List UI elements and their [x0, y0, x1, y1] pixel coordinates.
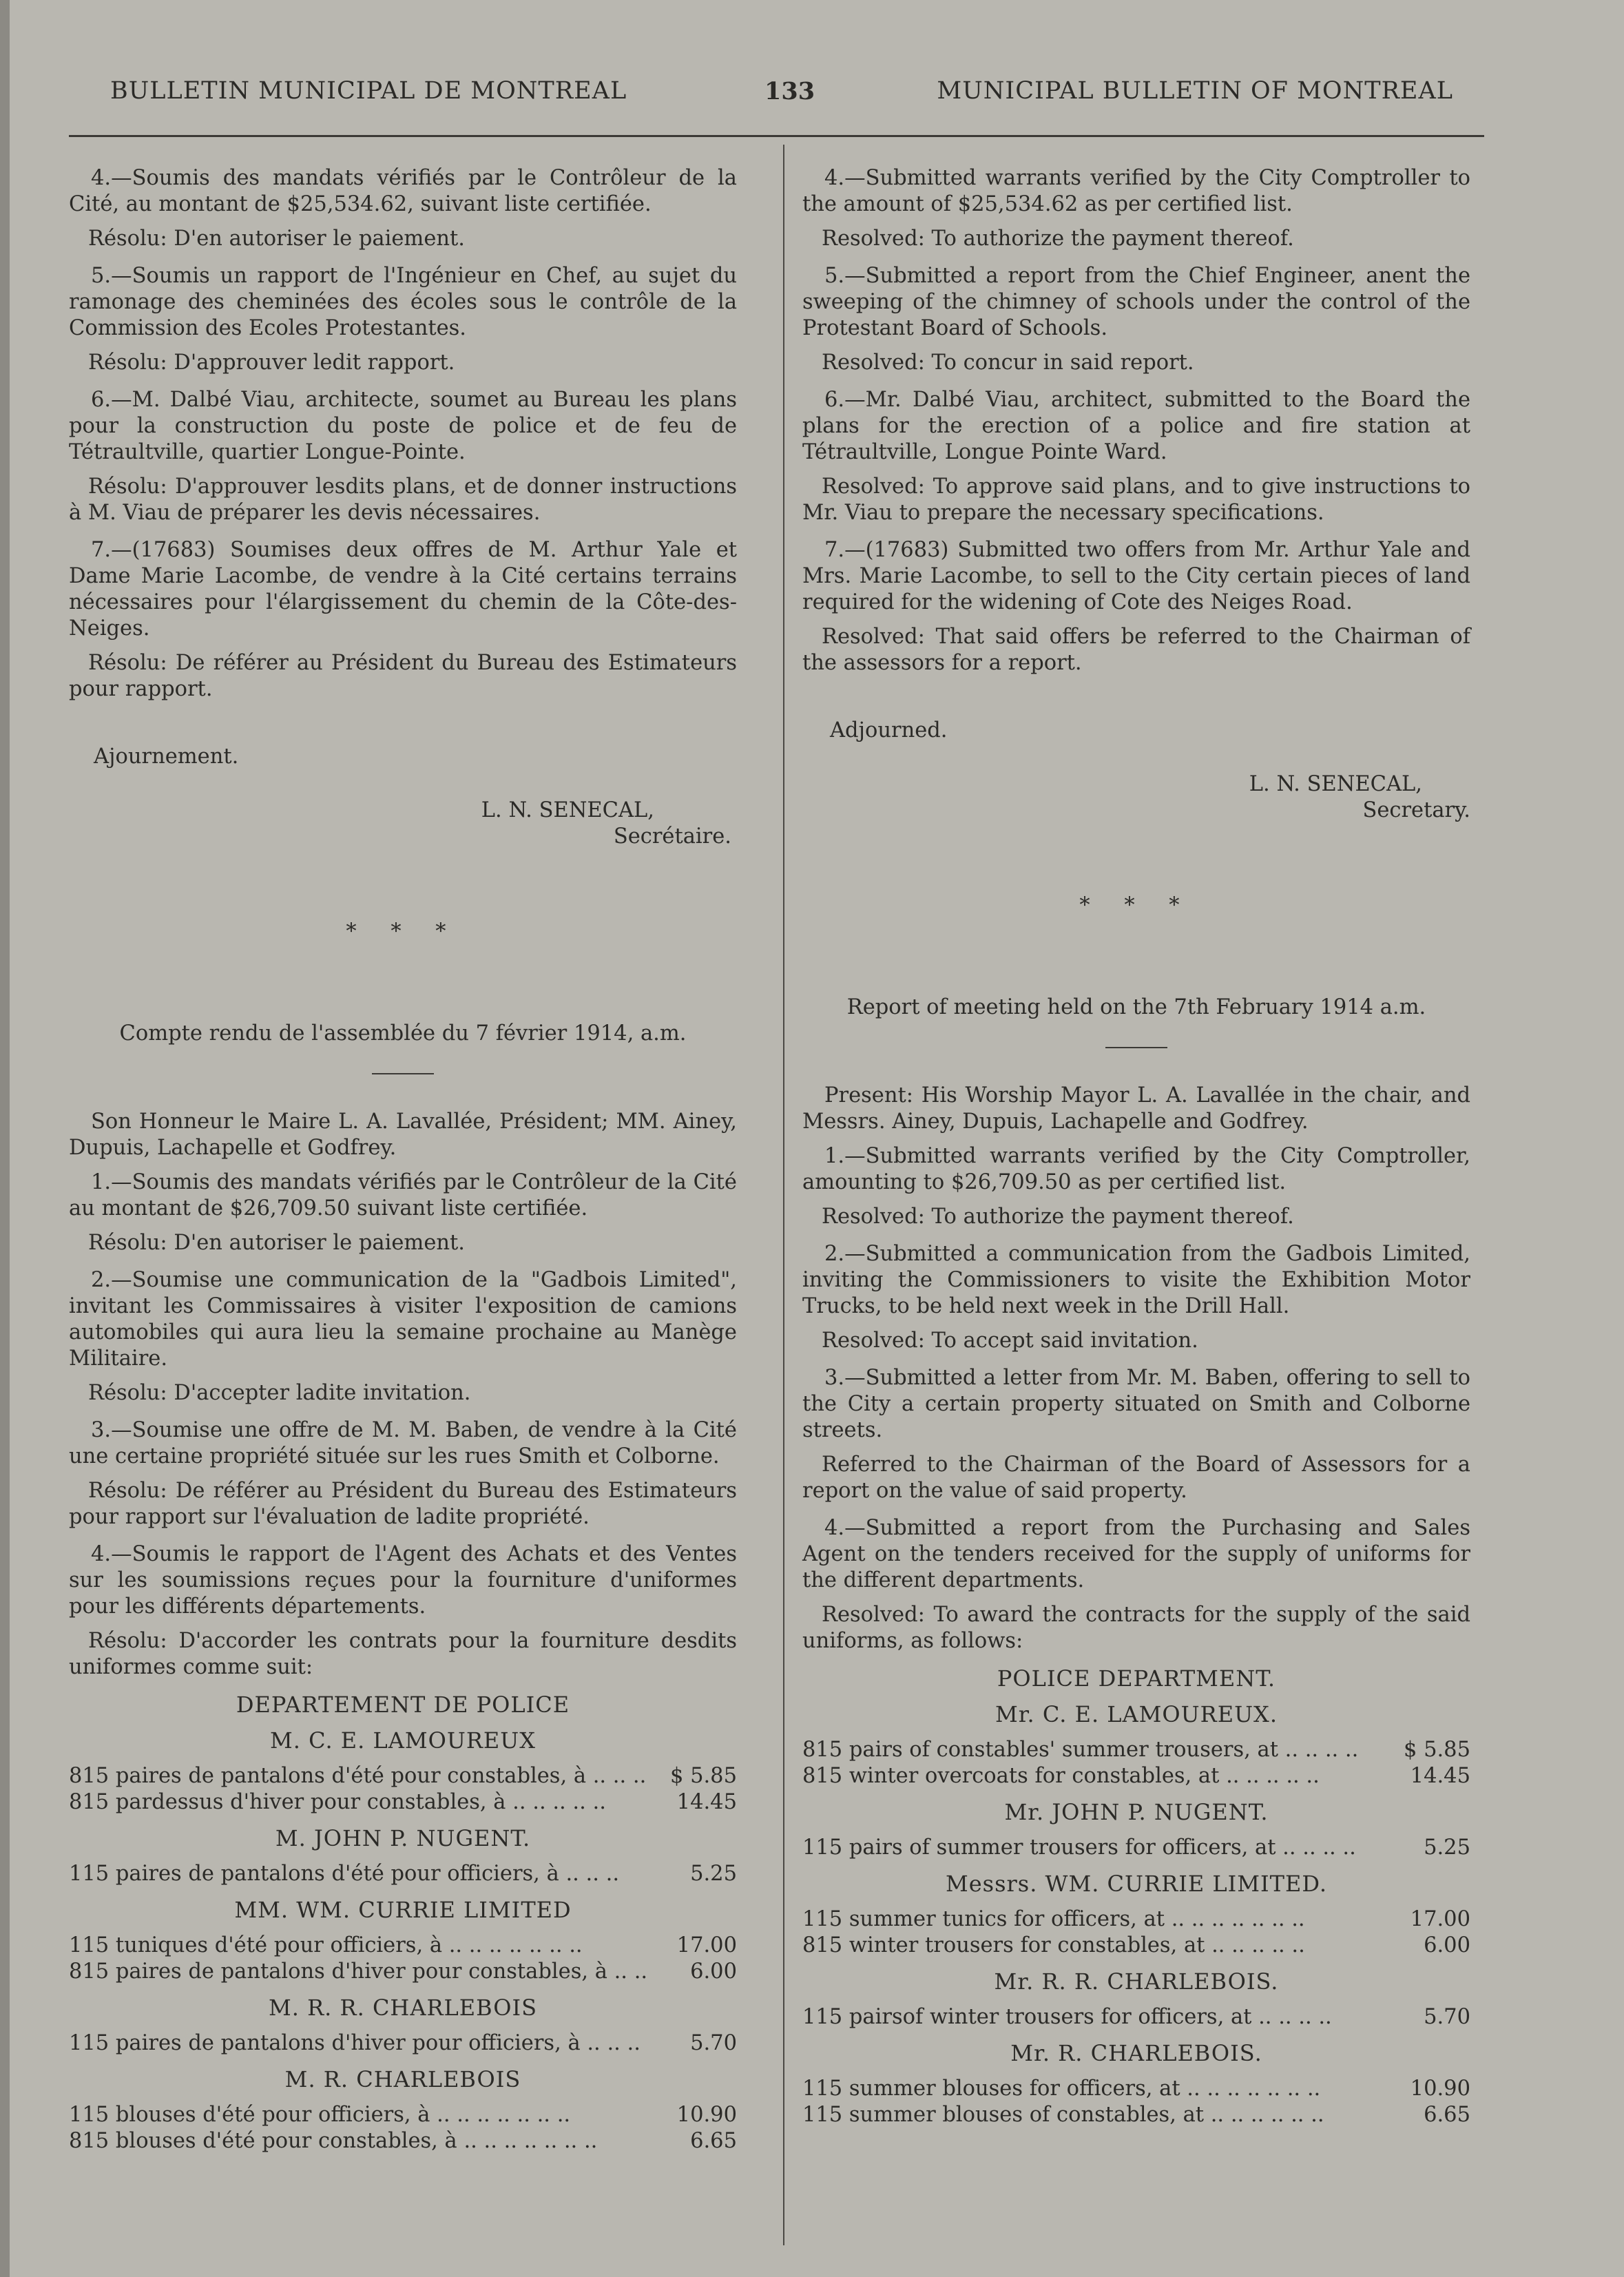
signature-title: Secrétaire. [613, 824, 731, 849]
english-column [802, 165, 1470, 2128]
item-price: 6.00 [690, 1959, 737, 1984]
header-french-title: BULLETIN MUNICIPAL DE MONTREAL [110, 77, 627, 105]
signature-name: L. N. SENECAL, [481, 798, 654, 822]
meeting-item-1-resolution: Résolu: D'en autoriser le paiement. [88, 1231, 465, 1255]
item-4-resolution: Résolu: D'en autoriser le paiement. [88, 227, 465, 251]
item-label: 815 pairs of constables' summer trousers, at .. .. .. .. [802, 1738, 1359, 1762]
contractor-r-charlebois: Mr. R. CHARLEBOIS. [1010, 2040, 1262, 2066]
item-label: 815 pardessus d'hiver pour constables, à .. .. .. .. .. [69, 1790, 606, 1814]
list-item [802, 1835, 1470, 1861]
contractor-currie: MM. WM. CURRIE LIMITED [234, 1897, 572, 1923]
item-5: 5.—Soumis un rapport de l'Ingénieur en Chef, au sujet du ramonage des cheminées des écoles sous le contrôle de la Commission des Ecoles Protestantes. [69, 264, 737, 340]
header-rule [69, 135, 1484, 137]
meeting-item-2: 2.—Soumise une communication de la "Gadbois Limited", invitant les Commissaires à visiter l'exposition de camions automobiles qui aura lieu la semaine prochaine au Manège Militaire. [69, 1268, 737, 1371]
item-label: 115 pairs of summer trousers for officers, at .. .. .. .. [802, 1836, 1356, 1860]
item-label: 815 blouses d'été pour constables, à .. .. .. .. .. .. .. [69, 2129, 598, 2153]
list-item [69, 1933, 737, 1959]
list-item [802, 2102, 1470, 2128]
item-price: 17.00 [1410, 1907, 1470, 1931]
item-label: 115 tuniques d'été pour officiers, à .. .. .. .. .. .. .. [69, 1933, 583, 1957]
section-separator-stars: * * * [346, 919, 460, 944]
french-column [69, 165, 737, 2154]
signature-name: L. N. SENECAL, [1249, 772, 1422, 796]
list-item [802, 1906, 1470, 1933]
meeting-item-3: 3.—Soumise une offre de M. M. Baben, de vendre à la Cité une certaine propriété située sur les rues Smith et Colborne. [69, 1418, 737, 1468]
item-label: 815 paires de pantalons d'hiver pour constables, à .. .. [69, 1959, 648, 1984]
contractor-nugent: M. JOHN P. NUGENT. [275, 1825, 531, 1851]
meeting-item-1-resolution: Resolved: To authorize the payment thereof. [822, 1205, 1294, 1229]
item-6-resolution: Resolved: To approve said plans, and to give instructions to Mr. Viau to prepare the necessary specifications. [802, 475, 1470, 525]
item-label: 815 paires de pantalons d'été pour constables, à .. .. .. [69, 1764, 647, 1788]
contractor-rr-charlebois: Mr. R. R. CHARLEBOIS. [994, 1968, 1279, 1995]
item-price: 10.90 [1410, 2077, 1470, 2101]
contractor-nugent: Mr. JOHN P. NUGENT. [1004, 1799, 1269, 1825]
adjournment: Adjourned. [830, 718, 948, 742]
page-header [110, 77, 1453, 118]
item-7: 7.—(17683) Submitted two offers from Mr. Arthur Yale and Mrs. Marie Lacombe, to sell to the City certain pieces of land required for the widening of Cote des Neiges Road. [802, 538, 1470, 614]
meeting-item-2-resolution: Resolved: To accept said invitation. [822, 1329, 1198, 1353]
item-price: 6.00 [1424, 1933, 1470, 1957]
item-price: $ 5.85 [669, 1764, 737, 1788]
list-item [69, 1861, 737, 1887]
contractor-rr-charlebois: M. R. R. CHARLEBOIS [268, 1995, 538, 2021]
list-item [69, 1959, 737, 1985]
section-separator-stars: * * * [1079, 893, 1194, 917]
list-item [802, 1933, 1470, 1959]
item-4: 4.—Soumis des mandats vérifiés par le Contrôleur de la Cité, au montant de $25,534.62, suivant liste certifiée. [69, 166, 737, 216]
meeting-title: Report of meeting held on the 7th February 1914 a.m. [846, 995, 1426, 1019]
short-rule [1105, 1047, 1167, 1048]
meeting-item-3: 3.—Submitted a letter from Mr. M. Baben, offering to sell to the City a certain property situated on Smith and Colborne streets. [802, 1366, 1470, 1442]
column-divider [783, 145, 784, 2245]
meeting-item-1: 1.—Soumis des mandats vérifiés par le Contrôleur de la Cité au montant de $26,709.50 suivant liste certifiée. [69, 1170, 737, 1220]
item-4-resolution: Resolved: To authorize the payment thereof. [822, 227, 1294, 251]
meeting-item-4-resolution: Resolved: To award the contracts for the supply of the said uniforms, as follows: [802, 1603, 1470, 1653]
contractor-currie: Messrs. WM. CURRIE LIMITED. [945, 1871, 1328, 1897]
list-item [802, 1763, 1470, 1789]
item-price: 5.70 [690, 2031, 737, 2055]
meeting-item-2: 2.—Submitted a communication from the Gadbois Limited, inviting the Commissioners to visite the Exhibition Motor Trucks, to be held next week in the Drill Hall. [802, 1242, 1470, 1318]
contractor-lamoureux: Mr. C. E. LAMOUREUX. [995, 1701, 1278, 1727]
item-label: 115 summer blouses for officers, at .. .. .. .. .. .. .. [802, 2077, 1321, 2101]
item-7-resolution: Résolu: De référer au Président du Bureau des Estimateurs pour rapport. [69, 651, 737, 701]
page-number: 133 [764, 77, 815, 105]
meeting-item-1: 1.—Submitted warrants verified by the City Comptroller, amounting to $26,709.50 as per certified list. [802, 1144, 1470, 1194]
item-label: 815 winter trousers for constables, at .. .. .. .. .. [802, 1933, 1305, 1957]
list-item [802, 2076, 1470, 2102]
item-price: 17.00 [676, 1933, 737, 1957]
item-price: 6.65 [690, 2129, 737, 2153]
item-5: 5.—Submitted a report from the Chief Engineer, anent the sweeping of the chimney of schools under the control of the Protestant Board of Schools. [802, 264, 1470, 340]
present-members: Present: His Worship Mayor L. A. Lavallée in the chair, and Messrs. Ainey, Dupuis, Lachapelle and Godfrey. [802, 1083, 1470, 1134]
meeting-item-4-resolution: Résolu: D'accorder les contrats pour la fourniture desdits uniformes comme suit: [69, 1629, 737, 1679]
item-price: 6.65 [1424, 2103, 1470, 2127]
item-price: 14.45 [1410, 1764, 1470, 1788]
item-price: $ 5.85 [1403, 1738, 1470, 1762]
item-5-resolution: Résolu: D'approuver ledit rapport. [88, 351, 455, 375]
list-item [802, 2004, 1470, 2030]
meeting-item-2-resolution: Résolu: D'accepter ladite invitation. [88, 1381, 471, 1405]
present-members: Son Honneur le Maire L. A. Lavallée, Président; MM. Ainey, Dupuis, Lachapelle et Godfrey. [69, 1110, 737, 1160]
meeting-item-4: 4.—Soumis le rapport de l'Agent des Achats et des Ventes sur les soumissions reçues pour la fourniture d'uniformes pour les différents départements. [69, 1542, 737, 1619]
list-item [69, 2128, 737, 2154]
meeting-item-4: 4.—Submitted a report from the Purchasing and Sales Agent on the tenders received for the supply of uniforms for the different departments. [802, 1516, 1470, 1592]
meeting-item-3-resolution: Referred to the Chairman of the Board of Assessors for a report on the value of said property. [802, 1453, 1470, 1503]
item-label: 115 paires de pantalons d'hiver pour officiers, à .. .. .. [69, 2031, 641, 2055]
list-item [802, 1737, 1470, 1763]
item-price: 10.90 [676, 2103, 737, 2127]
signature-title: Secretary. [1362, 798, 1470, 822]
header-english-title: MUNICIPAL BULLETIN OF MONTREAL [937, 77, 1453, 105]
item-label: 115 blouses d'été pour officiers, à .. .. .. .. .. .. .. [69, 2103, 571, 2127]
list-item [69, 1789, 737, 1816]
item-price: 5.70 [1424, 2005, 1470, 2029]
list-item [69, 2102, 737, 2128]
item-5-resolution: Resolved: To concur in said report. [822, 351, 1194, 375]
contractor-lamoureux: M. C. E. LAMOUREUX [269, 1727, 537, 1754]
item-7-resolution: Resolved: That said offers be referred to the Chairman of the assessors for a report. [802, 625, 1470, 675]
short-rule [372, 1073, 434, 1074]
department-heading: DEPARTEMENT DE POLICE [236, 1692, 570, 1718]
item-7: 7.—(17683) Soumises deux offres de M. Arthur Yale et Dame Marie Lacombe, de vendre à la Cité certains terrains nécessaires pour l'élargissement du chemin de la Côte-des-Neiges. [69, 538, 737, 641]
item-label: 115 summer blouses of constables, at .. .. .. .. .. .. [802, 2103, 1324, 2127]
list-item [69, 2030, 737, 2057]
meeting-title: Compte rendu de l'assemblée du 7 février 1914, a.m. [119, 1021, 687, 1046]
item-4: 4.—Submitted warrants verified by the City Comptroller to the amount of $25,534.62 as per certified list. [802, 166, 1470, 216]
item-price: 5.25 [690, 1862, 737, 1886]
item-6-resolution: Résolu: D'approuver lesdits plans, et de donner instructions à M. Viau de préparer les devis nécessaires. [69, 475, 737, 525]
item-price: 14.45 [676, 1790, 737, 1814]
item-6: 6.—M. Dalbé Viau, architecte, soumet au Bureau les plans pour la construction du poste de police et de feu de Tétraultville, quartier Longue-Pointe. [69, 388, 737, 464]
adjournment: Ajournement. [94, 745, 239, 769]
meeting-item-3-resolution: Résolu: De référer au Président du Bureau des Estimateurs pour rapport sur l'évaluation de ladite propriété. [69, 1479, 737, 1529]
department-heading: POLICE DEPARTMENT. [997, 1665, 1276, 1692]
item-label: 815 winter overcoats for constables, at .. .. .. .. .. [802, 1764, 1320, 1788]
item-price: 5.25 [1424, 1836, 1470, 1860]
item-label: 115 paires de pantalons d'été pour officiers, à .. .. .. [69, 1862, 620, 1886]
contractor-r-charlebois: M. R. CHARLEBOIS [284, 2066, 521, 2092]
item-label: 115 pairsof winter trousers for officers, at .. .. .. .. [802, 2005, 1332, 2029]
item-label: 115 summer tunics for officers, at .. .. .. .. .. .. .. [802, 1907, 1305, 1931]
page-gutter [0, 0, 10, 2277]
item-6: 6.—Mr. Dalbé Viau, architect, submitted to the Board the plans for the erection of a police and fire station at Tétraultville, Longue Pointe Ward. [802, 388, 1470, 464]
list-item [69, 1763, 737, 1789]
